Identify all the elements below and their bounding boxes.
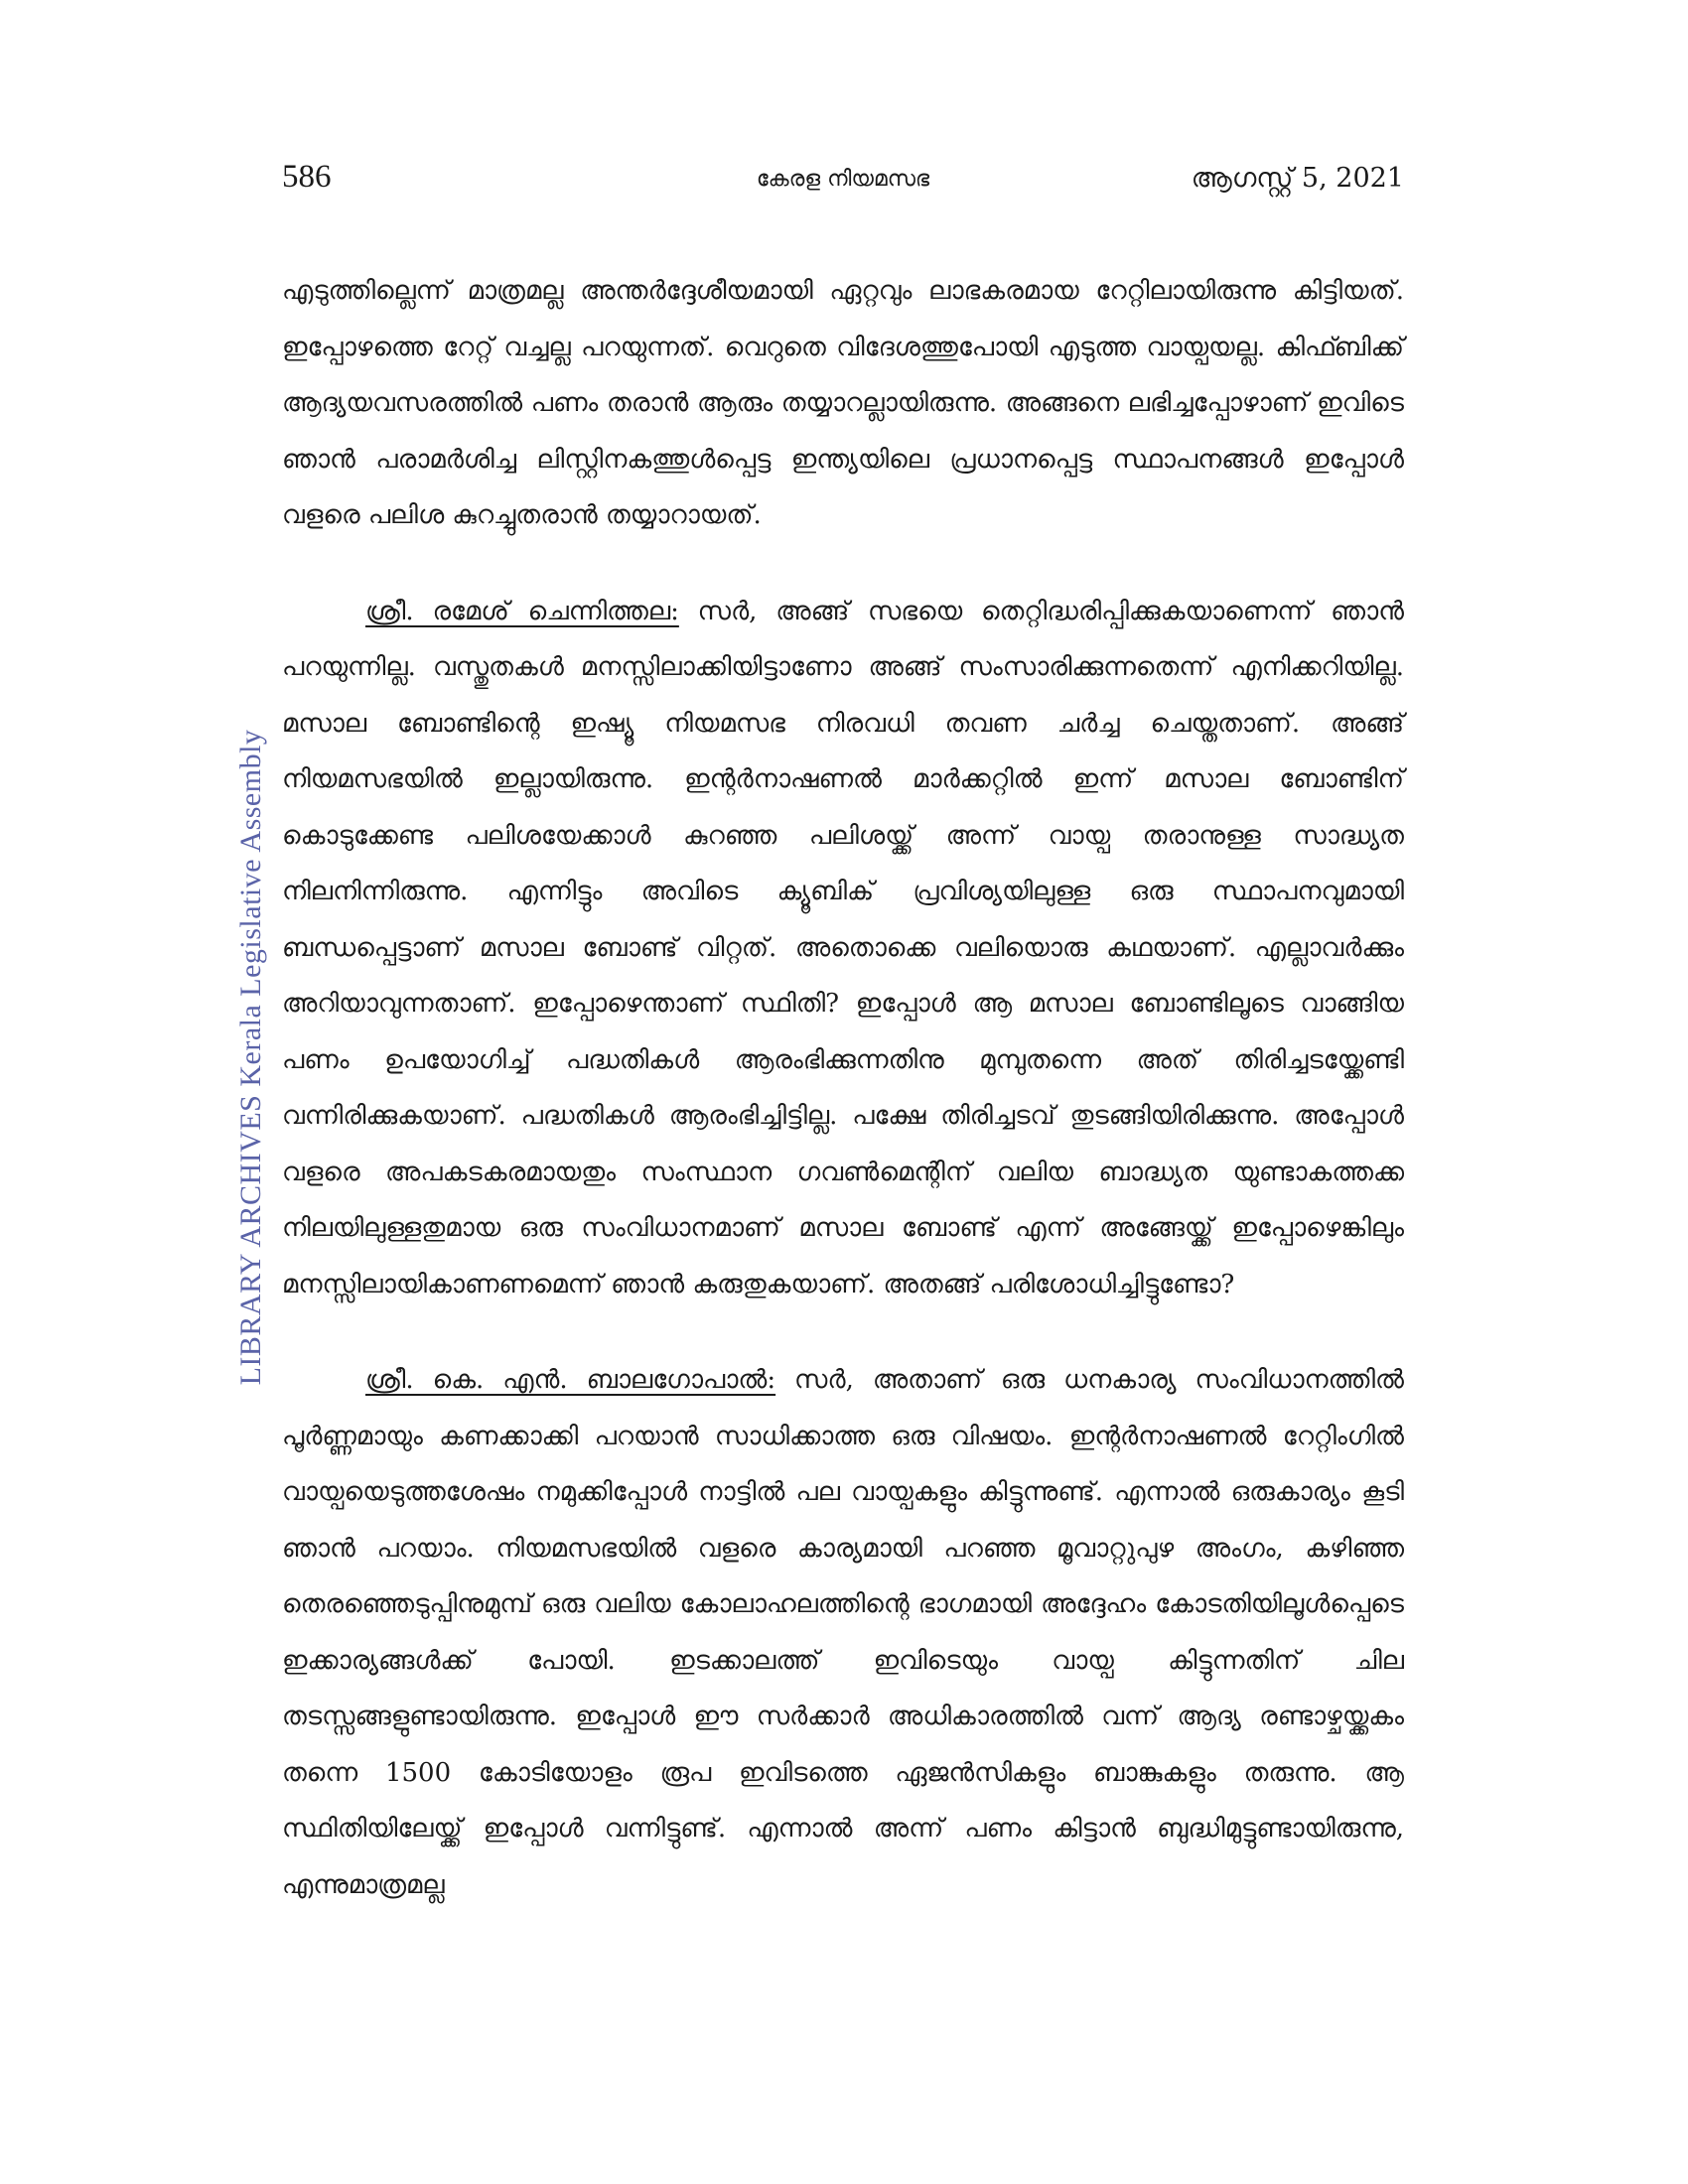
paragraph-text: എടുത്തില്ലെന്ന് മാത്രമല്ല അന്തർദ്ദേശീയമായി ഏറ്റവും ലാഭകരമായ റേറ്റിലായിരുന്നു കിട്ടിയത്. ഇപ്പോഴത്തെ റേറ്റ് വച്ചല്ല പറയുന്നത്. വെറുതെ വിദേശത്തുപോയി എടുത്ത വായ്പയല്ല. കിഫ്ബിക്ക് ആദ്യയവസരത്തിൽ പണം തരാൻ ആരും തയ്യാറല്ലായിരുന്നു. അങ്ങനെ ലഭിച്ചപ്പോഴാണ് ഇവിടെ ഞാൻ പരാമർശിച്ച ലിസ്റ്റിനകത്തുൾപ്പെട്ട ഇന്ത്യയിലെ പ്രധാനപ്പെട്ട സ്ഥാപനങ്ങൾ ഇപ്പോൾ വളരെ പലിശ കുറച്ചുതരാൻ തയ്യാറായത്.	[282, 276, 1404, 530]
paragraph-continuation	[282, 263, 1404, 544]
speaker-name: ശ്രീ. കെ. എൻ. ബാലഗോപാൽ:	[365, 1365, 776, 1395]
page-header	[282, 159, 1404, 208]
paragraph-text: സർ, അങ്ങ് സഭയെ തെറ്റിദ്ധരിപ്പിക്കുകയാണെന്ന് ഞാൻ പറയുന്നില്ല. വസ്തുതകൾ മനസ്സിലാക്കിയിട്ടാണോ അങ്ങ് സംസാരിക്കുന്നതെന്ന് എനിക്കറിയില്ല. മസാല ബോണ്ടിന്റെ ഇഷ്യൂ നിയമസഭ നിരവധി തവണ ചർച്ച ചെയ്തതാണ്. അങ്ങ് നിയമസഭയിൽ ഇല്ലായിരുന്നു. ഇന്റർനാഷണൽ മാർക്കറ്റിൽ ഇന്ന് മസാല ബോണ്ടിന് കൊടുക്കേണ്ട പലിശയേക്കാൾ കുറഞ്ഞ പലിശയ്ക്ക് അന്ന് വായ്പ തരാനുള്ള സാദ്ധ്യത നിലനിന്നിരുന്നു. എന്നിട്ടും അവിടെ ക്യൂബിക് പ്രവിശ്യയിലുള്ള ഒരു സ്ഥാപനവുമായി ബന്ധപ്പെട്ടാണ് മസാല ബോണ്ട് വിറ്റത്. അതൊക്കെ വലിയൊരു കഥയാണ്. എല്ലാവർക്കും അറിയാവുന്നതാണ്. ഇപ്പോഴെന്താണ് സ്ഥിതി? ഇപ്പോൾ ആ മസാല ബോണ്ടിലൂടെ വാങ്ങിയ പണം ഉപയോഗിച്ച് പദ്ധതികൾ ആരംഭിക്കുന്നതിനു മുമ്പുതന്നെ അത് തിരിച്ചടയ്ക്കേണ്ടി വന്നിരിക്കുകയാണ്. പദ്ധതികൾ ആരംഭിച്ചിട്ടില്ല. പക്ഷേ തിരിച്ചടവ് തുടങ്ങിയിരിക്കുന്നു. അപ്പോൾ വളരെ അപകടകരമായതും സംസ്ഥാന ഗവൺമെന്റിന് വലിയ ബാദ്ധ്യത യുണ്ടാകത്തക്ക നിലയിലുള്ളതുമായ ഒരു സംവിധാനമാണ് മസാല ബോണ്ട് എന്ന് അങ്ങേയ്ക്ക് ഇപ്പോഴെങ്കിലും മനസ്സിലായികാണണമെന്ന് ഞാൻ കരുതുകയാണ്. അതങ്ങ് പരിശോധിച്ചിട്ടുണ്ടോ?	[282, 596, 1405, 1299]
document-body	[282, 263, 1404, 1913]
page-number: 586	[282, 159, 332, 195]
paragraph-speech	[282, 584, 1404, 1313]
running-date: ആഗസ്റ്റ് 5, 2021	[1191, 163, 1404, 194]
watermark-text: LIBRARY ARCHIVES Kerala Legislative Assembly	[234, 729, 267, 1386]
paragraph-text: സർ, അതാണ് ഒരു ധനകാര്യ സംവിധാനത്തിൽ പൂർണ്ണമായും കണക്കാക്കി പറയാൻ സാധിക്കാത്ത ഒരു വിഷയം. ഇന്റർനാഷണൽ റേറ്റിംഗിൽ വായ്പയെടുത്തശേഷം നമുക്കിപ്പോൾ നാട്ടിൽ പല വായ്പകളും കിട്ടുന്നുണ്ട്. എന്നാൽ ഒരുകാര്യം കൂടി ഞാൻ പറയാം. നിയമസഭയിൽ വളരെ കാര്യമായി പറഞ്ഞ മൂവാറ്റുപുഴ അംഗം, കഴിഞ്ഞ തെരഞ്ഞെടുപ്പിനുമുമ്പ് ഒരു വലിയ കോലാഹലത്തിന്റെ ഭാഗമായി അദ്ദേഹം കോടതിയിലൂൾപ്പെടെ ഇക്കാര്യങ്ങൾക്ക് പോയി. ഇടക്കാലത്ത് ഇവിടെയും വായ്പ കിട്ടുന്നതിന് ചില തടസ്സങ്ങളുണ്ടായിരുന്നു. ഇപ്പോൾ ഈ സർക്കാർ അധികാരത്തിൽ വന്ന് ആദ്യ രണ്ടാഴ്ചയ്ക്കകം തന്നെ 1500 കോടിയോളം രൂപ ഇവിടത്തെ ഏജൻസികളും ബാങ്കുകളും തരുന്നു. ആ സ്ഥിതിയിലേയ്ക്ക് ഇപ്പോൾ വന്നിട്ടുണ്ട്. എന്നാൽ അന്ന് പണം കിട്ടാൻ ബുദ്ധിമുട്ടുണ്ടായിരുന്നു, എന്നുമാത്രമല്ല	[282, 1365, 1404, 1900]
speaker-name: ശ്രീ. രമേശ് ചെന്നിത്തല:	[365, 596, 679, 626]
paragraph-speech	[282, 1352, 1404, 1913]
running-title: കേരള നിയമസഭ	[756, 167, 930, 192]
